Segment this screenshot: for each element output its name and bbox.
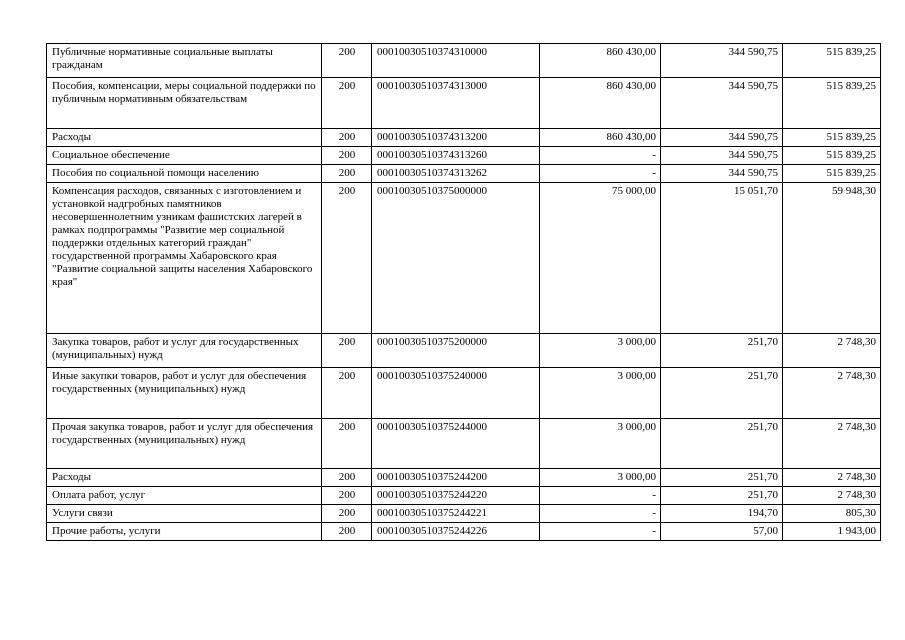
table-row [47, 419, 881, 469]
line-code-cell: 200 [322, 523, 372, 541]
approved-appropriations-cell: 3 000,00 [540, 469, 661, 487]
budget-classification-code-cell: 00010030510375244226 [372, 523, 540, 541]
unexecuted-amount-cell: 2 748,30 [783, 368, 881, 419]
executed-amount-cell: 251,70 [661, 419, 783, 469]
expense-name-cell: Прочие работы, услуги [47, 523, 322, 541]
expense-name-cell: Пособия по социальной помощи населению [47, 165, 322, 183]
table-row [47, 368, 881, 419]
line-code-cell: 200 [322, 183, 372, 334]
expense-name-cell: Публичные нормативные социальные выплаты гражданам [47, 44, 322, 78]
budget-execution-table [46, 43, 881, 541]
approved-appropriations-cell: - [540, 505, 661, 523]
approved-appropriations-cell: - [540, 523, 661, 541]
line-code-cell: 200 [322, 165, 372, 183]
budget-classification-code-cell: 00010030510375000000 [372, 183, 540, 334]
unexecuted-amount-cell: 515 839,25 [783, 44, 881, 78]
table-row [47, 523, 881, 541]
executed-amount-cell: 251,70 [661, 368, 783, 419]
line-code-cell: 200 [322, 147, 372, 165]
executed-amount-cell: 344 590,75 [661, 129, 783, 147]
table-row [47, 78, 881, 129]
expense-name-cell: Закупка товаров, работ и услуг для государственных (муниципальных) нужд [47, 334, 322, 368]
executed-amount-cell: 57,00 [661, 523, 783, 541]
executed-amount-cell: 344 590,75 [661, 165, 783, 183]
budget-classification-code-cell: 00010030510374313262 [372, 165, 540, 183]
budget-classification-code-cell: 00010030510374313000 [372, 78, 540, 129]
budget-classification-code-cell: 00010030510375240000 [372, 368, 540, 419]
unexecuted-amount-cell: 515 839,25 [783, 129, 881, 147]
expense-name-cell: Оплата работ, услуг [47, 487, 322, 505]
executed-amount-cell: 344 590,75 [661, 44, 783, 78]
unexecuted-amount-cell: 2 748,30 [783, 419, 881, 469]
line-code-cell: 200 [322, 129, 372, 147]
unexecuted-amount-cell: 805,30 [783, 505, 881, 523]
approved-appropriations-cell: 860 430,00 [540, 129, 661, 147]
expense-name-cell: Социальное обеспечение [47, 147, 322, 165]
budget-classification-code-cell: 00010030510374310000 [372, 44, 540, 78]
approved-appropriations-cell: - [540, 147, 661, 165]
executed-amount-cell: 251,70 [661, 334, 783, 368]
approved-appropriations-cell: 75 000,00 [540, 183, 661, 334]
line-code-cell: 200 [322, 419, 372, 469]
table-row [47, 487, 881, 505]
line-code-cell: 200 [322, 505, 372, 523]
approved-appropriations-cell: - [540, 487, 661, 505]
table-row [47, 183, 881, 334]
expense-name-cell: Расходы [47, 129, 322, 147]
line-code-cell: 200 [322, 469, 372, 487]
table-row [47, 129, 881, 147]
budget-classification-code-cell: 00010030510374313260 [372, 147, 540, 165]
expense-name-cell: Пособия, компенсации, меры социальной поддержки по публичным нормативным обязательствам [47, 78, 322, 129]
table-row [47, 469, 881, 487]
approved-appropriations-cell: - [540, 165, 661, 183]
executed-amount-cell: 15 051,70 [661, 183, 783, 334]
approved-appropriations-cell: 860 430,00 [540, 78, 661, 129]
table-row [47, 334, 881, 368]
unexecuted-amount-cell: 1 943,00 [783, 523, 881, 541]
budget-classification-code-cell: 00010030510375244200 [372, 469, 540, 487]
approved-appropriations-cell: 3 000,00 [540, 419, 661, 469]
unexecuted-amount-cell: 515 839,25 [783, 78, 881, 129]
unexecuted-amount-cell: 2 748,30 [783, 469, 881, 487]
unexecuted-amount-cell: 515 839,25 [783, 165, 881, 183]
table-body [47, 44, 881, 541]
line-code-cell: 200 [322, 487, 372, 505]
budget-classification-code-cell: 00010030510375200000 [372, 334, 540, 368]
expense-name-cell: Прочая закупка товаров, работ и услуг для обеспечения государственных (муниципальных) нужд [47, 419, 322, 469]
table-row [47, 165, 881, 183]
executed-amount-cell: 344 590,75 [661, 78, 783, 129]
table-row [47, 44, 881, 78]
approved-appropriations-cell: 860 430,00 [540, 44, 661, 78]
line-code-cell: 200 [322, 334, 372, 368]
table-row [47, 505, 881, 523]
unexecuted-amount-cell: 515 839,25 [783, 147, 881, 165]
unexecuted-amount-cell: 2 748,30 [783, 334, 881, 368]
expense-name-cell: Компенсация расходов, связанных с изготовлением и установкой надгробных памятников несовершеннолетним узникам фашистских лагерей в рамках подпрограммы "Развитие мер социальной поддержки отдельных категорий граждан" государственной программы Хабаровского края "Развитие социальной защиты населения Хабаровского края" [47, 183, 322, 334]
table-row [47, 147, 881, 165]
executed-amount-cell: 344 590,75 [661, 147, 783, 165]
expense-name-cell: Услуги связи [47, 505, 322, 523]
budget-classification-code-cell: 00010030510375244000 [372, 419, 540, 469]
executed-amount-cell: 251,70 [661, 487, 783, 505]
unexecuted-amount-cell: 2 748,30 [783, 487, 881, 505]
line-code-cell: 200 [322, 44, 372, 78]
line-code-cell: 200 [322, 368, 372, 419]
executed-amount-cell: 194,70 [661, 505, 783, 523]
expense-name-cell: Иные закупки товаров, работ и услуг для обеспечения государственных (муниципальных) нужд [47, 368, 322, 419]
expense-name-cell: Расходы [47, 469, 322, 487]
approved-appropriations-cell: 3 000,00 [540, 368, 661, 419]
executed-amount-cell: 251,70 [661, 469, 783, 487]
budget-classification-code-cell: 00010030510374313200 [372, 129, 540, 147]
line-code-cell: 200 [322, 78, 372, 129]
approved-appropriations-cell: 3 000,00 [540, 334, 661, 368]
budget-classification-code-cell: 00010030510375244220 [372, 487, 540, 505]
budget-classification-code-cell: 00010030510375244221 [372, 505, 540, 523]
unexecuted-amount-cell: 59 948,30 [783, 183, 881, 334]
